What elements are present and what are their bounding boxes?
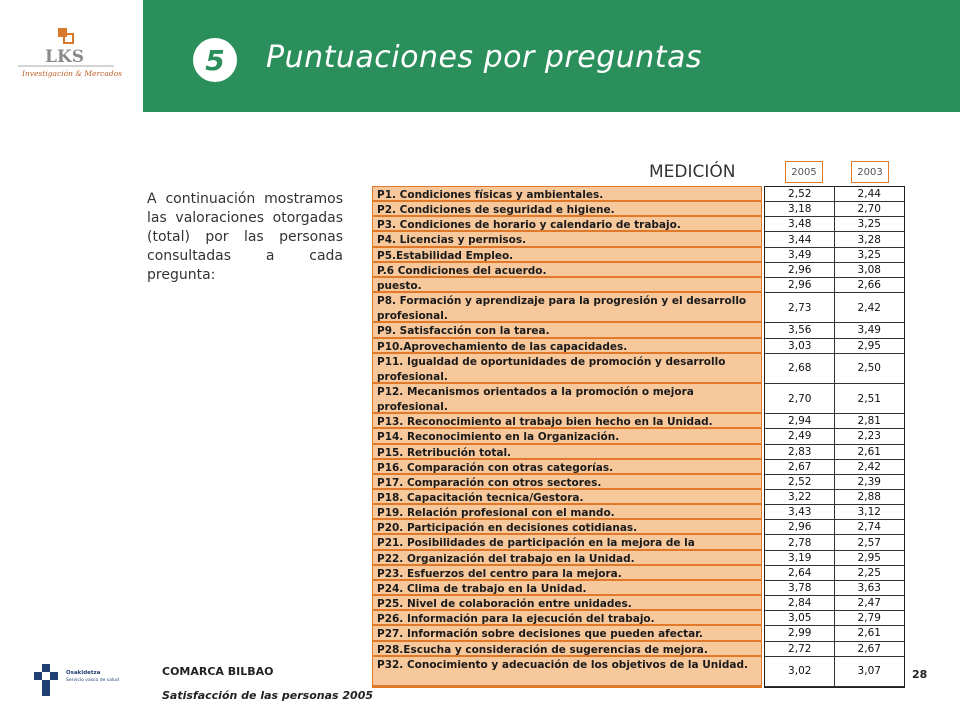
value-2005: 2,73 [788, 301, 812, 314]
value-2003: 2,39 [857, 475, 881, 488]
value-2005: 2,49 [788, 430, 812, 443]
question-cell: P16. Comparación con otras categorías. [373, 460, 761, 475]
question-cell: P21. Posibilidades de participación en la mejora de la [373, 535, 761, 550]
value-2003: 2,44 [857, 188, 881, 201]
values-row [765, 217, 904, 232]
logo-tagline: Investigación & Mercados [22, 69, 122, 78]
value-2005: 2,96 [788, 263, 812, 276]
values-row [765, 490, 904, 505]
value-2005: 2,94 [788, 415, 812, 428]
value-2005: 2,78 [788, 536, 812, 549]
values-row [765, 642, 904, 657]
question-cell: P28.Escucha y consideración de sugerencias de mejora. [373, 642, 761, 657]
question-cell: puesto. [373, 278, 761, 293]
page-title: Puntuaciones por preguntas [266, 40, 703, 75]
question-cell: P4. Licencias y permisos. [373, 232, 761, 247]
value-2005: 2,96 [788, 521, 812, 534]
value-2005: 2,67 [788, 460, 812, 473]
value-2003: 2,81 [857, 415, 881, 428]
question-cell: P18. Capacitación tecnica/Gestora. [373, 490, 761, 505]
values-row [765, 626, 904, 641]
question-cell: P14. Reconocimiento en la Organización. [373, 429, 761, 444]
question-cell: P17. Comparación con otros sectores. [373, 475, 761, 490]
values-row [765, 354, 904, 384]
value-2003: 2,25 [857, 566, 881, 579]
question-cell: P2. Condiciones de seguridad e higiene. [373, 202, 761, 217]
value-2005: 2,99 [788, 627, 812, 640]
value-2003: 3,49 [857, 324, 881, 337]
values-row [765, 520, 904, 535]
values-row [765, 323, 904, 338]
question-cell: P3. Condiciones de horario y calendario de trabajo. [373, 217, 761, 232]
values-row [765, 414, 904, 429]
logo-text: LKS [45, 47, 85, 67]
values-row [765, 505, 904, 520]
value-2005: 2,83 [788, 445, 812, 458]
values-row [765, 384, 904, 414]
value-2005: 3,22 [788, 491, 812, 504]
question-cell: P5.Estabilidad Empleo. [373, 248, 761, 263]
value-2003: 2,57 [857, 536, 881, 549]
value-2003: 2,66 [857, 278, 881, 291]
value-2003: 2,51 [857, 392, 881, 405]
value-2003: 2,67 [857, 642, 881, 655]
value-2003: 2,23 [857, 430, 881, 443]
value-2005: 2,52 [788, 475, 812, 488]
question-cell: P27. Información sobre decisiones que pueden afectar. [373, 626, 761, 641]
intro-text: A continuación mostramos las valoraciones otorgadas (total) por las personas consultadas a cada pregunta: [147, 191, 343, 283]
lks-logo [14, 26, 124, 86]
value-2005: 3,48 [788, 218, 812, 231]
values-table [764, 186, 905, 688]
osakidetza-logo [30, 660, 130, 702]
question-cell: P1. Condiciones físicas y ambientales. [373, 187, 761, 202]
values-row [765, 657, 904, 687]
questions-table [372, 186, 762, 688]
question-cell: P12. Mecanismos orientados a la promoción o mejora profesional. [373, 384, 761, 414]
values-row [765, 202, 904, 217]
value-2003: 2,79 [857, 612, 881, 625]
value-2003: 2,88 [857, 491, 881, 504]
value-2005: 3,05 [788, 612, 812, 625]
value-2003: 3,28 [857, 233, 881, 246]
medicion-label: MEDICIÓN [649, 162, 736, 182]
value-2005: 2,64 [788, 566, 812, 579]
question-cell: P9. Satisfacción con la tarea. [373, 323, 761, 338]
value-2005: 3,56 [788, 324, 812, 337]
question-cell: P26. Información para la ejecución del trabajo. [373, 611, 761, 626]
value-2005: 3,02 [788, 665, 812, 678]
values-row [765, 475, 904, 490]
value-2003: 2,47 [857, 597, 881, 610]
value-2003: 2,61 [857, 445, 881, 458]
value-2005: 3,19 [788, 551, 812, 564]
question-cell: P25. Nivel de colaboración entre unidades. [373, 596, 761, 611]
value-2005: 3,78 [788, 582, 812, 594]
question-cell: P24. Clima de trabajo en la Unidad. [373, 581, 761, 596]
footer-subtitle: Satisfacción de las personas 2005 [162, 689, 374, 702]
values-row [765, 429, 904, 444]
value-2003: 2,42 [857, 301, 881, 314]
value-2003: 3,12 [857, 506, 881, 519]
value-2005: 3,03 [788, 339, 812, 352]
page-number: 28 [912, 668, 928, 681]
question-cell: P15. Retribución total. [373, 445, 761, 460]
value-2005: 3,49 [788, 248, 812, 261]
values-row [765, 232, 904, 247]
question-cell: P10.Aprovechamiento de las capacidades. [373, 339, 761, 354]
value-2005: 2,84 [788, 597, 812, 610]
question-cell: P11. Igualdad de oportunidades de promoción y desarrollo profesional. [373, 354, 761, 384]
values-row [765, 263, 904, 278]
question-cell: P.6 Condiciones del acuerdo. [373, 263, 761, 278]
footer-org: COMARCA BILBAO [162, 665, 274, 678]
value-2005: 3,43 [788, 506, 812, 519]
value-2003: 2,95 [857, 339, 881, 352]
values-row [765, 278, 904, 293]
value-2005: 2,68 [788, 362, 812, 375]
values-row [765, 596, 904, 611]
value-2005: 2,70 [788, 392, 812, 405]
value-2003: 2,95 [857, 551, 881, 564]
value-2003: 2,70 [857, 203, 881, 216]
question-cell: P32. Conocimiento y adecuación de los objetivos de la Unidad. [373, 657, 761, 687]
values-row [765, 581, 904, 596]
section-number-badge: 5 [193, 38, 237, 82]
values-row [765, 566, 904, 581]
question-cell: P13. Reconocimiento al trabajo bien hecho en la Unidad. [373, 414, 761, 429]
values-row [765, 611, 904, 626]
values-row [765, 339, 904, 354]
values-row [765, 293, 904, 323]
values-row [765, 248, 904, 263]
osakidetza-subtitle: Servicio vasco de salud [66, 678, 119, 683]
values-row [765, 551, 904, 566]
value-2003: 2,74 [857, 521, 881, 534]
value-2005: 2,52 [788, 188, 812, 201]
value-2003: 2,61 [857, 627, 881, 640]
values-row [765, 535, 904, 550]
question-cell: P8. Formación y aprendizaje para la progresión y el desarrollo profesional. [373, 293, 761, 323]
osakidetza-name: Osakidetza [66, 670, 101, 676]
value-2003: 3,25 [857, 218, 881, 231]
values-row [765, 445, 904, 460]
value-2003: 2,42 [857, 460, 881, 473]
question-cell: P19. Relación profesional con el mando. [373, 505, 761, 520]
value-2005: 3,18 [788, 203, 812, 216]
value-2005: 2,72 [788, 642, 812, 655]
value-2003: 3,63 [857, 582, 881, 594]
value-2003: 3,08 [857, 263, 881, 276]
year-2005-header: 2005 [785, 161, 823, 183]
values-row [765, 460, 904, 475]
question-cell: P22. Organización del trabajo en la Unidad. [373, 551, 761, 566]
question-cell: P23. Esfuerzos del centro para la mejora. [373, 566, 761, 581]
values-row [765, 187, 904, 202]
value-2003: 2,50 [857, 362, 881, 375]
value-2005: 3,44 [788, 233, 812, 246]
value-2003: 3,07 [857, 665, 881, 678]
question-cell: P20. Participación en decisiones cotidianas. [373, 520, 761, 535]
value-2003: 3,25 [857, 248, 881, 261]
year-2003-header: 2003 [851, 161, 889, 183]
value-2005: 2,96 [788, 278, 812, 291]
